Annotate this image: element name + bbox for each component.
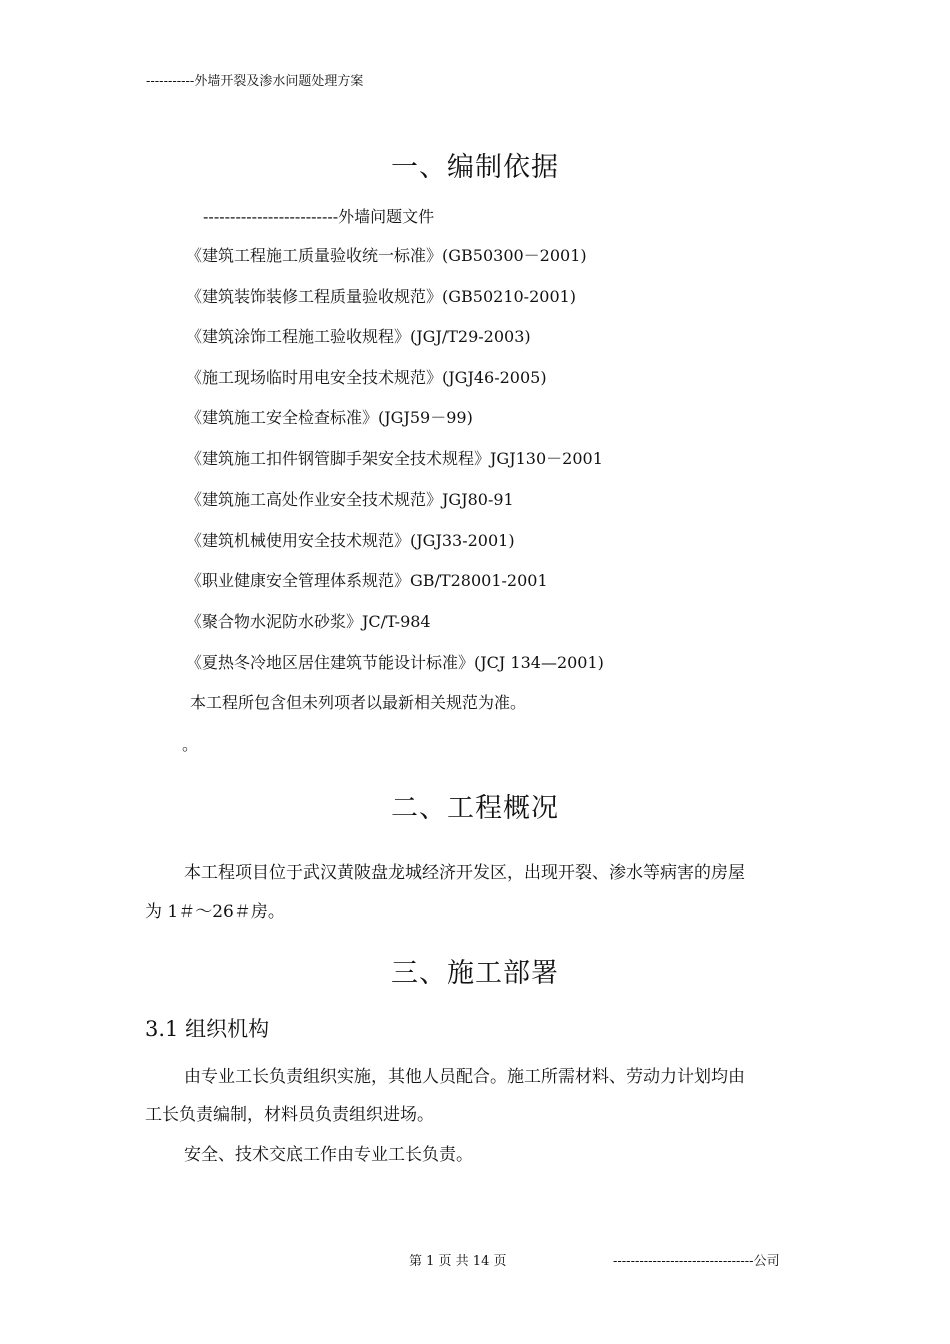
- running-header: -----------外墙开裂及渗水问题处理方案: [146, 74, 364, 89]
- section-1-title: 一、编制依据: [391, 152, 559, 183]
- standard-item: 《建筑装饰装修工程质量验收规范》(GB50210-2001): [186, 287, 577, 306]
- page-number: 第 1 页 共 14 页: [409, 1254, 507, 1269]
- organization-paragraph-line: 工长负责编制，材料员负责组织进场。: [145, 1105, 434, 1125]
- section-1-subtitle: -------------------------外墙问题文件: [203, 207, 435, 226]
- stray-mark: 。: [182, 735, 199, 754]
- standard-item: 《聚合物水泥防水砂浆》JC/T-984: [186, 612, 431, 631]
- standard-item: 《建筑工程施工质量验收统一标准》(GB50300－2001): [186, 246, 587, 265]
- standards-note: 本工程所包含但未列项者以最新相关规范为准。: [190, 693, 527, 712]
- standard-item: 《建筑施工高处作业安全技术规范》JGJ80-91: [186, 490, 514, 509]
- standard-item: 《职业健康安全管理体系规范》GB/T28001-2001: [186, 571, 548, 590]
- safety-paragraph: 安全、技术交底工作由专业工长负责。: [184, 1145, 473, 1165]
- overview-paragraph-line: 本工程项目位于武汉黄陂盘龙城经济开发区，出现开裂、渗水等病害的房屋: [184, 863, 745, 883]
- standard-item: 《施工现场临时用电安全技术规范》(JGJ46-2005): [186, 368, 547, 387]
- standard-item: 《建筑机械使用安全技术规范》(JGJ33-2001): [186, 531, 515, 550]
- footer-company: --------------------------------公司: [613, 1254, 780, 1269]
- standard-item: 《建筑涂饰工程施工验收规程》(JGJ/T29-2003): [186, 327, 531, 346]
- organization-paragraph-line: 由专业工长负责组织实施，其他人员配合。施工所需材料、劳动力计划均由: [184, 1067, 745, 1087]
- section-2-title: 二、工程概况: [391, 793, 559, 824]
- standard-item: 《夏热冬冷地区居住建筑节能设计标准》(JCJ 134—2001): [186, 653, 604, 672]
- subsection-title: 3.1 组织机构: [145, 1017, 270, 1041]
- standard-item: 《建筑施工扣件钢管脚手架安全技术规程》JGJ130－2001: [186, 449, 603, 468]
- section-3-title: 三、施工部署: [391, 958, 559, 989]
- overview-paragraph-line: 为 1＃～26＃房。: [145, 902, 285, 922]
- standard-item: 《建筑施工安全检查标准》(JGJ59－99): [186, 408, 473, 427]
